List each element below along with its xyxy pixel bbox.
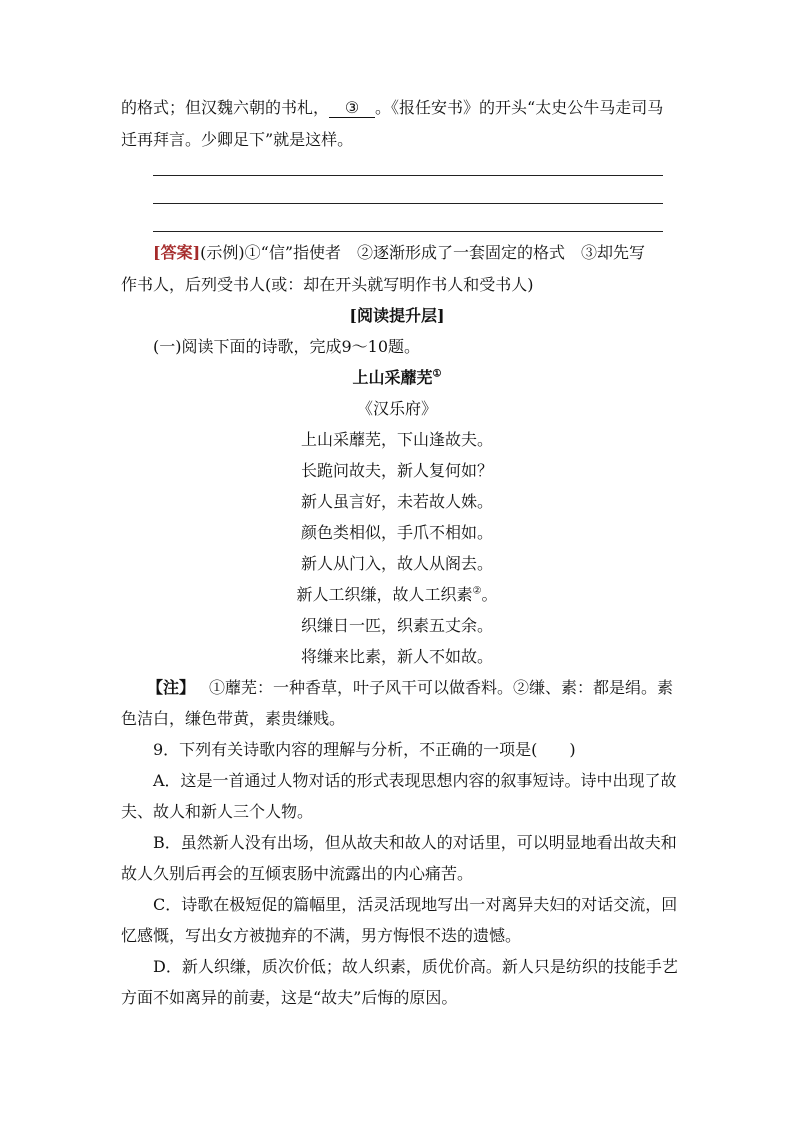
note-line-1: [147, 677, 707, 699]
note-tag: 【注】: [147, 678, 196, 697]
poem-title: [0, 367, 794, 389]
answer-text: (示例)①“信”指使者 ②逐渐形成了一套固定的格式 ③却先写: [200, 243, 646, 262]
footnote-marker: ②: [472, 585, 482, 597]
poem-line: 织缣日一匹，织素五丈余。: [300, 616, 493, 635]
poem-title-text: 上山采蘼芜: [352, 368, 433, 387]
poem-line: [0, 584, 794, 606]
poem-line-text: 新人工织缣，故人工织素: [296, 585, 473, 604]
answer-line-1: [153, 242, 713, 264]
option-c[interactable]: C．诗歌在极短促的篇幅里，活灵活现地写出一对离异夫妇的对话交流，回: [153, 895, 678, 914]
writing-line[interactable]: [153, 231, 663, 232]
poem-source: 《汉乐府》: [356, 399, 437, 418]
writing-line[interactable]: [153, 203, 663, 204]
note-line-2: 色洁白，缣色带黄，素贵缣贱。: [121, 709, 346, 728]
writing-line[interactable]: [153, 175, 663, 176]
option-a[interactable]: A．这是一首通过人物对话的形式表现思想内容的叙事短诗。诗中出现了故: [153, 771, 677, 790]
reading-instruction: (一)阅读下面的诗歌，完成9～10题。: [153, 337, 421, 356]
intro-line-1: [121, 97, 681, 119]
poem-line: 新人虽言好，未若故人姝。: [300, 492, 493, 511]
blank-number: ③: [344, 98, 360, 117]
option-d-cont: 方面不如离异的前妻，这是“故夫”后悔的原因。: [121, 988, 458, 1007]
footnote-marker: ①: [432, 368, 442, 380]
option-a-cont: 夫、故人和新人三个人物。: [121, 802, 314, 821]
intro-line-2: 迁再拜言。少卿足下”就是这样。: [121, 130, 354, 149]
option-c-cont: 忆感慨，写出女方被抛弃的不满，男方悔恨不迭的遗憾。: [121, 926, 522, 945]
poem-line-end: 。: [481, 585, 498, 604]
question-stem: 9．下列有关诗歌内容的理解与分析，不正确的一项是( ): [153, 740, 576, 759]
poem-line: 将缣来比素，新人不如故。: [300, 647, 493, 666]
poem-line: 长跪问故夫，新人复何如？: [300, 461, 493, 480]
note-text: ①蘼芜：一种香草，叶子风干可以做香料。②缣、素：都是绢。素: [209, 678, 674, 697]
section-title: [阅读提升层]: [349, 306, 445, 325]
poem-line: 上山采蘼芜，下山逢故夫。: [300, 430, 493, 449]
intro-text-pre: 的格式；但汉魏六朝的书札，: [121, 98, 330, 117]
answer-tag: [答案]: [153, 243, 201, 262]
option-b-cont: 故人久别后再会的互倾衷肠中流露出的内心痛苦。: [121, 864, 474, 883]
option-b[interactable]: B．虽然新人没有出场，但从故夫和故人的对话里，可以明显地看出故夫和: [153, 833, 677, 852]
answer-line-2: 作书人，后列受书人(或：却在开头就写明作书人和受书人): [121, 275, 534, 294]
poem-line: 新人从门入，故人从阁去。: [300, 554, 493, 573]
answer-blank-3[interactable]: [329, 99, 375, 118]
intro-text-post: 。《报任安书》的开头“太史公牛马走司马: [375, 98, 664, 117]
poem-line: 颜色类相似，手爪不相如。: [300, 523, 493, 542]
option-d[interactable]: D．新人织缣，质次价低；故人织素，质优价高。新人只是纺织的技能手艺: [153, 957, 678, 976]
